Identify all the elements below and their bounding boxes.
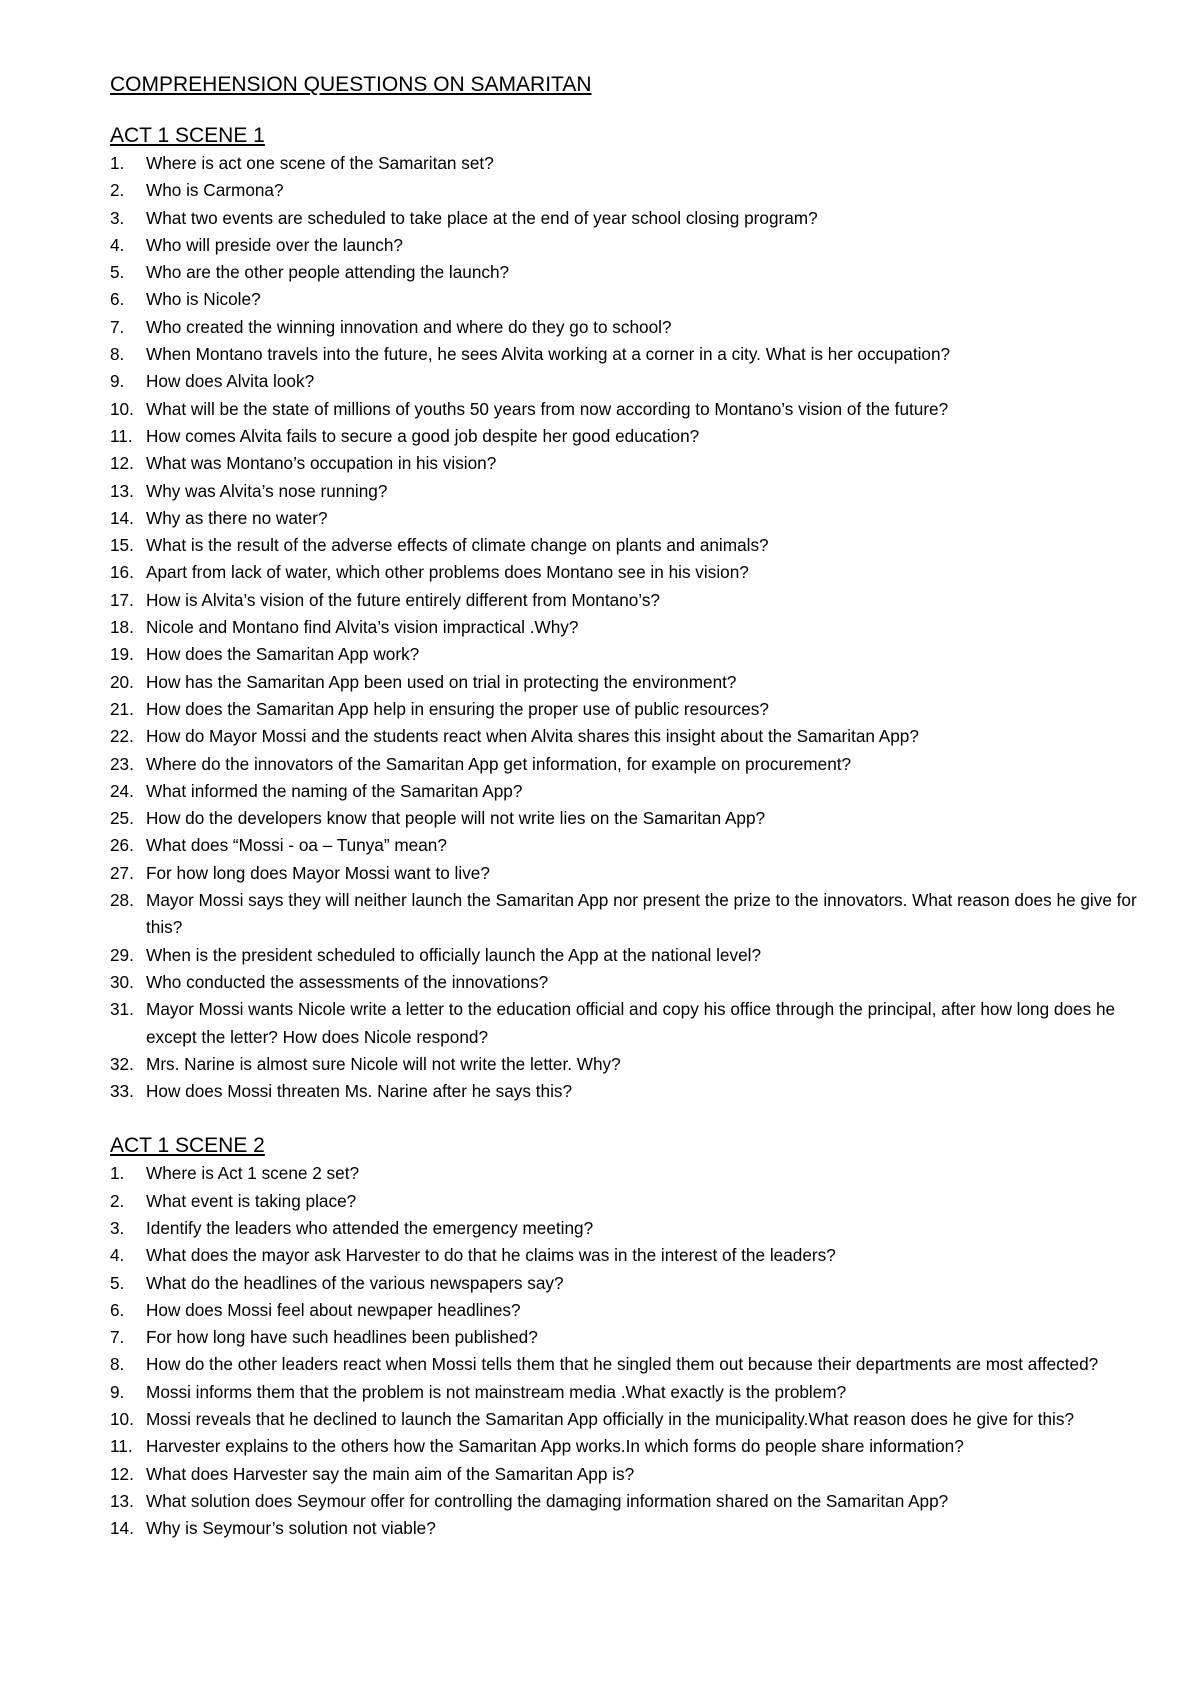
question-item [110,751,1140,778]
question-item [110,1270,1140,1297]
question-number: 6. [110,289,125,310]
question-number: 24. [110,780,134,801]
question-item [110,614,1140,641]
question-text: How does Mossi feel about newpaper headlines? [146,1299,521,1320]
question-number: 8. [110,344,125,365]
question-item [110,1433,1140,1460]
question-list [110,1160,1140,1542]
question-number: 27. [110,862,134,883]
question-text: Who will preside over the launch? [146,234,403,255]
question-item [110,1215,1140,1242]
question-text: Apart from lack of water, which other problems does Montano see in his vision? [146,562,749,583]
question-item [110,368,1140,395]
question-text: Nicole and Montano find Alvita’s vision impractical .Why? [146,617,579,638]
question-item [110,478,1140,505]
question-item [110,1515,1140,1542]
question-section [110,1132,1140,1542]
question-number: 15. [110,535,134,556]
question-number: 19. [110,644,134,665]
question-item [110,396,1140,423]
question-item [110,177,1140,204]
section-heading: ACT 1 SCENE 1 [110,124,265,147]
question-text: What do the headlines of the various newspapers say? [146,1272,564,1293]
question-number: 3. [110,1217,125,1238]
question-number: 9. [110,371,125,392]
question-text: Mrs. Narine is almost sure Nicole will not write the letter. Why? [146,1053,621,1074]
question-text: Where is act one scene of the Samaritan set? [146,153,494,173]
question-text: What informed the naming of the Samaritan App? [146,780,523,801]
question-item [110,1160,1140,1187]
question-item [110,887,1140,942]
question-number: 8. [110,1354,125,1375]
question-item [110,1488,1140,1515]
question-item [110,805,1140,832]
question-text: How do the other leaders react when Mossi tells them that he singled them out because their departments are most affected? [146,1354,1099,1375]
question-number: 4. [110,1245,125,1266]
question-item [110,205,1140,232]
question-item [110,1242,1140,1269]
question-number: 5. [110,262,125,283]
question-text: What does the mayor ask Harvester to do that he claims was in the interest of the leaders? [146,1245,836,1266]
question-text: When Montano travels into the future, he sees Alvita working at a corner in a city. What is her occupation? [146,344,951,365]
question-text: Harvester explains to the others how the Samaritan App works.In which forms do people share information? [146,1436,964,1457]
question-number: 11. [110,1436,133,1457]
question-number: 21. [110,698,134,719]
question-text: How do the developers know that people will not write lies on the Samaritan App? [146,808,766,829]
question-text: Who created the winning innovation and where do they go to school? [146,316,672,337]
document-title: COMPREHENSION QUESTIONS ON SAMARITAN [110,73,592,96]
question-text: What is the result of the adverse effects of climate change on plants and animals? [146,535,769,556]
question-number: 6. [110,1299,125,1320]
question-number: 11. [110,425,133,446]
document-page [110,70,1140,1543]
question-item [110,723,1140,750]
question-item [110,286,1140,313]
question-item [110,587,1140,614]
question-text: What two events are scheduled to take place at the end of year school closing program? [146,207,818,228]
question-text: What solution does Seymour offer for controlling the damaging information shared on the Samaritan App? [146,1490,949,1511]
question-item [110,450,1140,477]
question-number: 7. [110,316,125,337]
question-number: 22. [110,726,134,747]
question-section [110,122,1140,1105]
question-item [110,1351,1140,1378]
question-text: How has the Samaritan App been used on trial in protecting the environment? [146,671,737,692]
question-text: How does Mossi threaten Ms. Narine after he says this? [146,1081,573,1102]
sections-container [110,122,1140,1543]
question-number: 18. [110,617,134,638]
question-item [110,1188,1140,1215]
question-item [110,150,1140,177]
question-item [110,832,1140,859]
question-number: 1. [110,153,125,173]
question-text: Mossi reveals that he declined to launch the Samaritan App officially in the municipality.What reason does he give for this? [146,1409,1074,1430]
question-number: 13. [110,480,134,501]
question-number: 10. [110,398,134,419]
question-item [110,505,1140,532]
question-item [110,942,1140,969]
question-item [110,559,1140,586]
question-number: 3. [110,207,125,228]
question-item [110,696,1140,723]
question-text: Mayor Mossi wants Nicole write a letter to the education official and copy his office through the principal, after how long does he except the letter? How does Nicole respond? [146,999,1116,1047]
question-number: 26. [110,835,134,856]
question-text: Who conducted the assessments of the innovations? [146,971,549,992]
question-number: 10. [110,1409,134,1430]
question-number: 32. [110,1053,134,1074]
question-item [110,641,1140,668]
question-item [110,314,1140,341]
question-item [110,969,1140,996]
question-number: 16. [110,562,134,583]
question-text: How is Alvita’s vision of the future entirely different from Montano’s? [146,589,660,610]
question-text: Mayor Mossi says they will neither launch the Samaritan App nor present the prize to the innovators. What reason does he give for this? [146,890,1137,938]
question-item [110,341,1140,368]
question-text: Who is Nicole? [146,289,261,310]
question-text: How does the Samaritan App work? [146,644,420,665]
question-text: How does the Samaritan App help in ensuring the proper use of public resources? [146,698,769,719]
question-text: Where do the innovators of the Samaritan App get information, for example on procurement? [146,753,852,774]
question-text: For how long have such headlines been published? [146,1327,538,1348]
question-number: 12. [110,1463,134,1484]
question-number: 30. [110,971,134,992]
question-item [110,778,1140,805]
question-text: Where is Act 1 scene 2 set? [146,1163,360,1184]
question-item [110,860,1140,887]
question-text: What was Montano’s occupation in his vision? [146,453,497,474]
question-number: 28. [110,890,134,911]
question-text: What does “Mossi - oa – Tunya” mean? [146,835,447,856]
question-item [110,669,1140,696]
question-item [110,532,1140,559]
question-number: 33. [110,1081,134,1102]
question-text: Mossi informs them that the problem is not mainstream media .What exactly is the problem? [146,1381,847,1402]
question-text: When is the president scheduled to officially launch the App at the national level? [146,944,762,965]
question-number: 20. [110,671,134,692]
question-item [110,232,1140,259]
question-number: 13. [110,1490,134,1511]
question-list [110,150,1140,1105]
question-number: 2. [110,1190,125,1211]
question-number: 14. [110,1518,134,1539]
question-text: Who is Carmona? [146,180,284,201]
question-item [110,423,1140,450]
question-text: What does Harvester say the main aim of the Samaritan App is? [146,1463,635,1484]
question-item [110,1297,1140,1324]
question-text: How does Alvita look? [146,371,315,392]
question-text: Why as there no water? [146,507,328,528]
question-text: Why is Seymour’s solution not viable? [146,1518,436,1539]
section-heading: ACT 1 SCENE 2 [110,1134,265,1158]
question-number: 14. [110,507,134,528]
question-text: Why was Alvita’s nose running? [146,480,388,501]
question-number: 1. [110,1163,125,1184]
question-number: 29. [110,944,134,965]
question-item [110,1324,1140,1351]
question-item [110,1379,1140,1406]
question-text: What event is taking place? [146,1190,357,1211]
question-number: 7. [110,1327,125,1348]
question-text: For how long does Mayor Mossi want to live? [146,862,490,883]
question-text: How do Mayor Mossi and the students react when Alvita shares this insight about the Samaritan App? [146,726,919,747]
question-item [110,1406,1140,1433]
question-number: 17. [110,589,134,610]
question-number: 23. [110,753,134,774]
question-number: 25. [110,808,134,829]
question-item [110,1078,1140,1105]
question-item [110,259,1140,286]
question-number: 9. [110,1381,125,1402]
question-text: How comes Alvita fails to secure a good job despite her good education? [146,425,700,446]
question-number: 5. [110,1272,125,1293]
question-item [110,1461,1140,1488]
question-item [110,996,1140,1051]
question-text: What will be the state of millions of youths 50 years from now according to Montano’s vision of the future? [146,398,949,419]
question-number: 12. [110,453,134,474]
question-number: 31. [110,999,134,1020]
question-item [110,1051,1140,1078]
question-number: 2. [110,180,125,201]
question-text: Who are the other people attending the launch? [146,262,510,283]
question-text: Identify the leaders who attended the emergency meeting? [146,1217,594,1238]
question-number: 4. [110,234,125,255]
